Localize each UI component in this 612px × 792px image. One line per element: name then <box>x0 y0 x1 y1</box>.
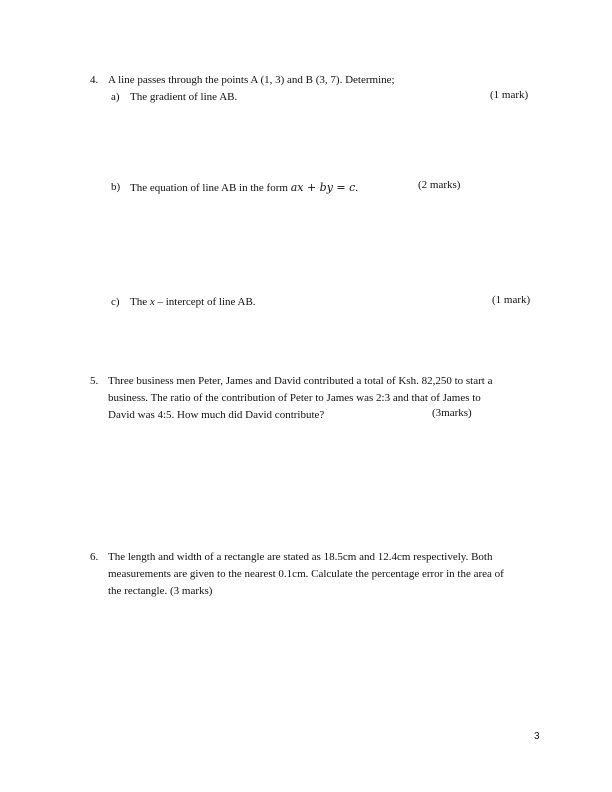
question-number: 6. <box>90 551 99 563</box>
marks-4a: (1 mark) <box>490 89 529 101</box>
marks-4c: (1 mark) <box>492 294 531 306</box>
page-number: 3 <box>534 731 540 742</box>
question-line: David was 4:5. How much did David contribute? <box>108 409 325 421</box>
question-number: 5. <box>90 375 99 387</box>
question-line: business. The ratio of the contribution of Peter to James was 2:3 and that of James to <box>108 392 481 404</box>
part-text-after: . <box>355 182 359 194</box>
question-6 <box>90 549 560 605</box>
question-4c <box>111 294 411 314</box>
question-number: 4. <box>90 74 99 86</box>
question-line: measurements are given to the nearest 0.1cm. Calculate the percentage error in the area of <box>108 568 504 580</box>
part-text-after: – intercept of line AB. <box>154 296 256 308</box>
part-text <box>130 179 358 197</box>
part-label: a) <box>111 91 120 103</box>
part-text-before: The equation of line AB in the form <box>130 182 291 194</box>
question-4a <box>111 89 541 109</box>
variable-x: x <box>149 296 155 308</box>
question-stem: A line passes through the points A (1, 3) and B (3, 7). Determine; <box>108 74 395 86</box>
marks-4b: (2 marks) <box>418 179 461 191</box>
part-text-before: The <box>130 296 150 308</box>
question-text <box>108 549 504 600</box>
part-text: The gradient of line AB. <box>130 91 238 103</box>
question-4b <box>111 179 421 199</box>
question-line: The length and width of a rectangle are stated as 18.5cm and 12.4cm respectively. Both <box>108 551 493 563</box>
question-line: the rectangle. (3 marks) <box>108 585 213 597</box>
part-label: b) <box>111 181 121 193</box>
equation-form: ax + by = c <box>290 181 356 194</box>
part-label: c) <box>111 296 120 308</box>
question-5 <box>90 373 550 429</box>
question-line: Three business men Peter, James and David contributed a total of Ksh. 82,250 to start a <box>108 375 493 387</box>
marks-5: (3marks) <box>432 407 472 419</box>
part-text <box>130 294 256 311</box>
